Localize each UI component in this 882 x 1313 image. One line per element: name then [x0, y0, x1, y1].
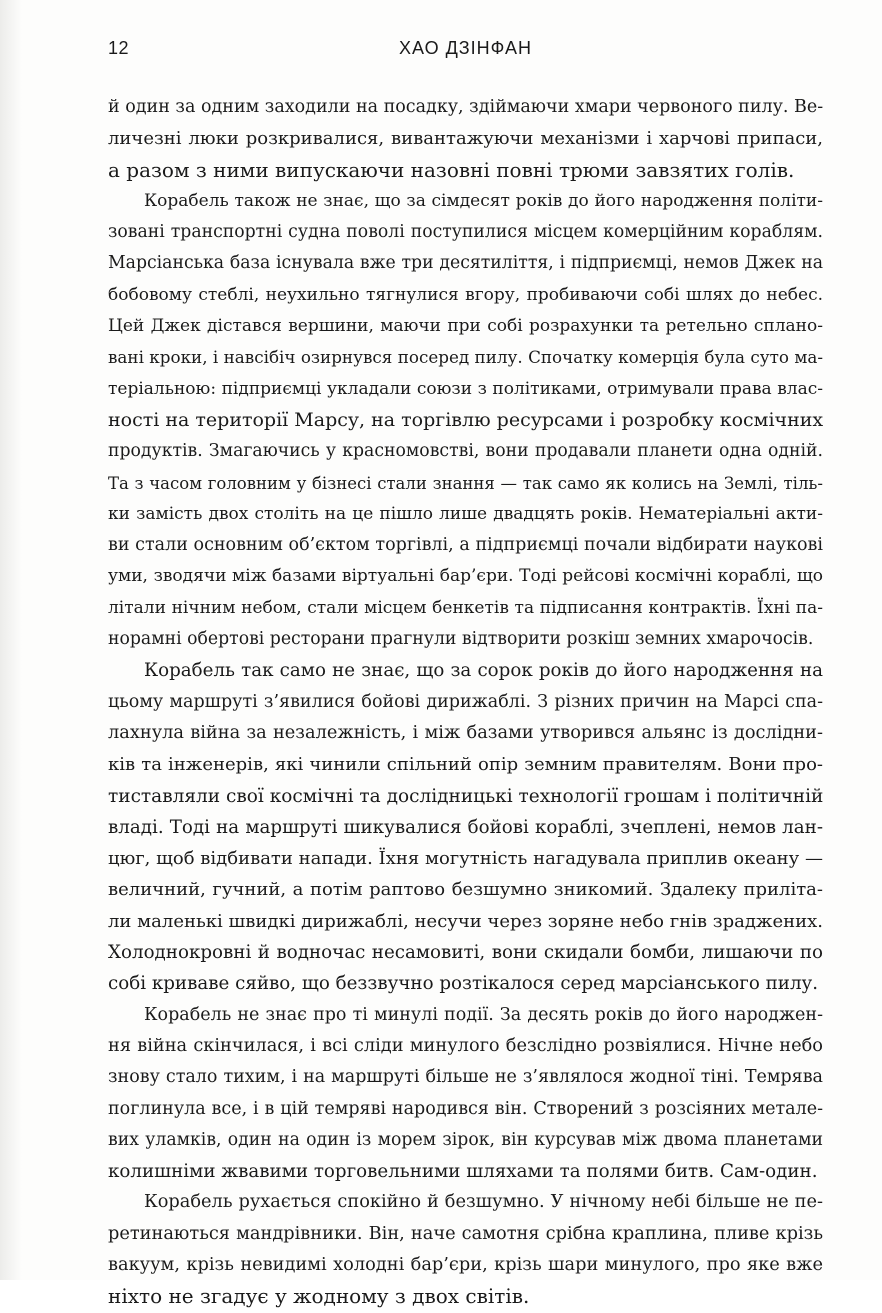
- text-line: собі криваве сяйво, що беззвучно розтікалося серед марсіанського пилу.: [108, 973, 819, 995]
- text-line: личезні люки розкривалися, вивантажуючи механізми і харчові припаси,: [108, 128, 823, 150]
- text-line: зовані транспортні судна поволі поступилися місцем комерційним кораблям.: [108, 222, 823, 243]
- text-line: Корабель також не знає, що за сімдесят років до його народження політи-: [144, 190, 823, 211]
- text-line: владі. Тоді на маршруті шикувалися бойові кораблі, зчеплені, немов лан-: [108, 816, 823, 838]
- text-line: колишніми жвавими торговельними шляхами та полями битв. Сам-один.: [108, 1161, 818, 1183]
- text-line: величний, гучний, а потім раптово безшумно зникомий. Здалеку приліта-: [108, 879, 823, 901]
- running-head-author: ХАО ДЗІНФАН: [399, 38, 532, 58]
- text-line: ки замість двох століть на це пішло лише двадцять років. Нематеріальні акти-: [108, 503, 823, 524]
- text-line: тиставляли свої космічні та дослідницькі технології грошам і політичній: [108, 785, 824, 807]
- text-line: уми, зводячи між базами віртуальні бар’єри. Тоді рейсові космічні кораблі, що: [108, 566, 823, 587]
- text-line: вих уламків, один на один із морем зірок, він курсував між двома планетами: [108, 1129, 823, 1150]
- text-line: ви стали основним об’єктом торгівлі, а підприємці почали відбирати наукові: [108, 535, 823, 556]
- text-line: вакуум, крізь невидимі холодні бар’єри, крізь шари минулого, про яке вже: [108, 1254, 823, 1275]
- page-gutter-shadow: [0, 0, 22, 1280]
- text-line: Корабель не знає про ті минулі події. За десять років до його народжен-: [144, 1004, 823, 1025]
- text-line: бобовому стеблі, неухильно тягнулися вгору, пробиваючи собі шлях до небес.: [108, 284, 823, 305]
- text-line: цюг, щоб відбивати напади. Їхня могутність нагадувала приплив океану —: [108, 848, 823, 870]
- text-line: ніхто не згадує у жодному з двох світів.: [108, 1284, 530, 1309]
- text-line: цьому маршруті з’явилися бойові дирижаблі. З різних причин на Марсі спа-: [108, 691, 823, 712]
- text-line: й один за одним заходили на посадку, здіймаючи хмари червоного пилу. Ве-: [108, 97, 824, 117]
- text-line: Корабель так само не знає, що за сорок років до його народження на: [144, 660, 823, 682]
- text-line: ності на території Марсу, на торгівлю ресурсами і розробку космічних: [108, 408, 824, 431]
- text-line: ків та інженерів, які чинили спільний опір земним правителям. Вони про-: [108, 754, 823, 776]
- text-line: літали нічним небом, стали місцем бенкетів та підписання контрактів. Їхні па-: [108, 597, 823, 618]
- text-line: теріальною: підприємці укладали союзи з політиками, отримували права влас-: [108, 378, 823, 399]
- text-line: поглинула все, і в цій темряві народився він. Створений з розсіяних метале-: [108, 1098, 823, 1119]
- text-line: ретинаються мандрівники. Він, наче самотня срібна краплина, пливе крізь: [108, 1223, 823, 1244]
- text-line: ня війна скінчилася, і всі сліди минулого безслідно розвіялися. Нічне небо: [108, 1035, 823, 1056]
- text-line: Цей Джек дістався вершини, маючи при собі розрахунки та ретельно сплано-: [108, 316, 823, 337]
- body-text: [108, 92, 823, 1313]
- page-number: 12: [108, 38, 130, 58]
- text-line: Та з часом головним у бізнесі стали знання — так само як колись на Землі, тіль-: [108, 473, 823, 493]
- text-line: вані кроки, і навсібіч озирнувся посеред пилу. Спочатку комерція була суто ма-: [108, 347, 823, 368]
- text-line: Холоднокровні й водночас несамовиті, вони скидали бомби, лишаючи по: [108, 942, 823, 964]
- text-line: знову стало тихим, і на маршруті більше не з’являлося жодної тіні. Темрява: [108, 1067, 823, 1088]
- page-header: [108, 38, 823, 62]
- text-line: норамні обертові ресторани прагнули відтворити розкіш земних хмарочосів.: [108, 629, 814, 650]
- text-line: Корабель рухається спокійно й безшумно. У нічному небі більше не пе-: [144, 1192, 823, 1213]
- text-line: продуктів. Змагаючись у красномовстві, вони продавали планети одна одній.: [108, 441, 823, 462]
- text-line: лахнула війна за незалежність, і між базами утворився альянс із дослідни-: [108, 722, 823, 743]
- text-line: а разом з ними випускаючи назовні повні трюми завзятих голів.: [108, 157, 795, 182]
- text-line: Марсіанська база існувала вже три десятиліття, і підприємці, немов Джек на: [108, 253, 823, 274]
- text-line: ли маленькі швидкі дирижаблі, несучи через зоряне небо гнів зраджених.: [108, 910, 823, 932]
